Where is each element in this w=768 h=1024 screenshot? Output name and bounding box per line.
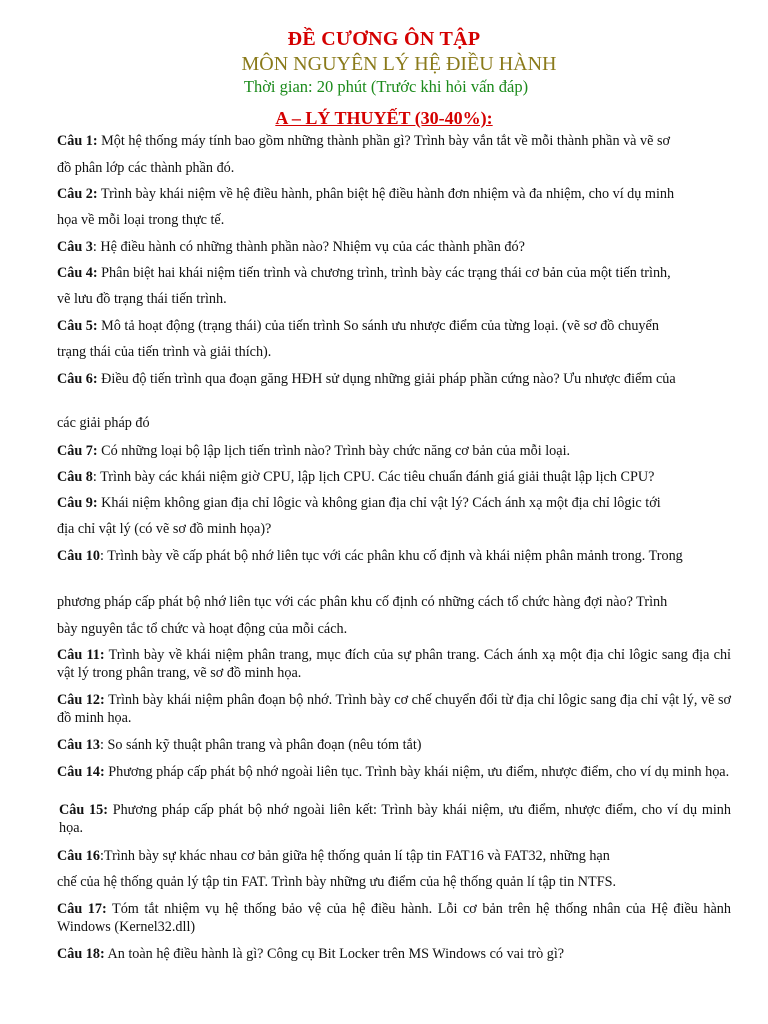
- course-subtitle: MÔN NGUYÊN LÝ HỆ ĐIỀU HÀNH: [241, 53, 557, 75]
- question-text: An toàn hệ điều hành là gì? Công cụ Bit Locker trên MS Windows có vai trò gì?: [104, 946, 565, 962]
- question-text: Trình bày về khái niệm phân trang, mục đích của sự phân trang. Cách ánh xạ một địa chỉ lôgic sang địa chỉ vật lý trong phân trang, vẽ sơ đồ minh họa.: [57, 647, 732, 681]
- question-6: [57, 370, 731, 388]
- question-text: Tóm tắt nhiệm vụ hệ thống bảo vệ của hệ điều hành. Lỗi cơ bản trên hệ thống nhân của Hệ điều hành Windows (Kernel32.dll): [57, 901, 731, 935]
- question-text: Phân biệt hai khái niệm tiến trình và chương trình, trình bày các trạng thái cơ bản của một tiến trình,: [97, 265, 671, 281]
- question-16: [57, 847, 731, 865]
- question-label: Câu 14:: [57, 764, 105, 780]
- question-7: [57, 442, 731, 460]
- question-text: Trình bày khái niệm phân đoạn bộ nhớ. Trình bày cơ chế chuyển đổi từ địa chỉ lôgic sang địa chỉ vật lý, vẽ sơ đồ minh họa.: [57, 692, 731, 726]
- question-continuation: phương pháp cấp phát bộ nhớ liên tục với các phân khu cố định có những cách tổ chức hàng đợi nào? Trình: [57, 594, 668, 610]
- question-label: Câu 16: [57, 848, 100, 864]
- question-8: [57, 468, 731, 486]
- section-heading: A – LÝ THUYẾT (30-40%):: [275, 108, 493, 128]
- question-label: Câu 2:: [57, 186, 98, 202]
- document-title: ĐỀ CƯƠNG ÔN TẬP: [287, 28, 481, 50]
- question-17: [57, 900, 731, 936]
- question-text: Phương pháp cấp phát bộ nhớ ngoài liên kết: Trình bày khái niệm, ưu điểm, nhược điểm, cho ví dụ minh họa.: [59, 802, 731, 836]
- question-text: Điều độ tiến trình qua đoạn găng HĐH sử dụng những giải pháp phần cứng nào? Ưu nhược điểm của: [97, 371, 676, 387]
- question-label: Câu 3: [57, 239, 93, 255]
- question-10: [57, 547, 731, 565]
- question-text: Trình bày khái niệm về hệ điều hành, phân biệt hệ điều hành đơn nhiệm và đa nhiệm, cho ví dụ minh: [97, 186, 675, 202]
- question-text: : Trình bày về cấp phát bộ nhớ liên tục với các phân khu cố định và khái niệm phân mảnh trong. Trong: [99, 548, 683, 564]
- question-5: [57, 317, 731, 335]
- question-text: Có những loại bộ lập lịch tiến trình nào? Trình bày chức năng cơ bản của mỗi loại.: [97, 443, 571, 459]
- question-label: Câu 18:: [57, 946, 105, 962]
- exam-time: Thời gian: 20 phút (Trước khi hỏi vấn đáp): [243, 77, 529, 96]
- question-text: : Hệ điều hành có những thành phần nào? Nhiệm vụ của các thành phần đó?: [92, 239, 525, 255]
- question-15: [59, 801, 731, 837]
- question-continuation: các giải pháp đó: [57, 415, 150, 431]
- question-continuation: chế của hệ thống quản lý tập tin FAT. Trình bày những ưu điểm của hệ thống quản lí tập tin NTFS.: [57, 874, 617, 890]
- question-label: Câu 8: [57, 469, 93, 485]
- question-continuation: trạng thái của tiến trình và giải thích).: [57, 344, 272, 360]
- question-label: Câu 11:: [57, 647, 105, 663]
- question-label: Câu 7:: [57, 443, 98, 459]
- question-label: Câu 4:: [57, 265, 98, 281]
- question-text: Mô tả hoạt động (trạng thái) của tiến trình So sánh ưu nhược điểm của từng loại. (vẽ sơ đồ chuyển: [97, 318, 659, 334]
- question-label: Câu 17:: [57, 901, 107, 917]
- question-13: [57, 736, 731, 754]
- question-label: Câu 15:: [59, 802, 108, 818]
- question-18: [57, 945, 731, 963]
- question-4: [57, 264, 731, 282]
- question-text: :Trình bày sự khác nhau cơ bản giữa hệ thống quản lí tập tin FAT16 và FAT32, những hạn: [99, 848, 610, 864]
- question-text: Một hệ thống máy tính bao gồm những thành phần gì? Trình bày vắn tắt về mỗi thành phần và vẽ sơ: [97, 133, 670, 149]
- question-label: Câu 9:: [57, 495, 98, 511]
- question-label: Câu 1:: [57, 133, 98, 149]
- question-text: Phương pháp cấp phát bộ nhớ ngoài liên tục. Trình bày khái niệm, ưu điểm, nhược điểm, cho ví dụ minh họa.: [104, 764, 730, 780]
- question-label: Câu 5:: [57, 318, 98, 334]
- question-label: Câu 6:: [57, 371, 98, 387]
- question-label: Câu 12:: [57, 692, 105, 708]
- question-continuation: địa chỉ vật lý (có vẽ sơ đồ minh họa)?: [57, 521, 272, 537]
- question-14: [57, 763, 731, 781]
- question-11: [57, 646, 731, 682]
- question-label: Câu 10: [57, 548, 100, 564]
- question-1: [57, 132, 731, 150]
- question-continuation: bày nguyên tắc tổ chức và hoạt động của mỗi cách.: [57, 621, 348, 637]
- question-label: Câu 13: [57, 737, 100, 753]
- question-3: [57, 238, 731, 256]
- question-continuation: vẽ lưu đồ trạng thái tiến trình.: [57, 291, 227, 307]
- question-text: : So sánh kỹ thuật phân trang và phân đoạn (nêu tóm tắt): [99, 737, 422, 753]
- question-12: [57, 691, 731, 727]
- question-continuation: họa về mỗi loại trong thực tế.: [57, 212, 225, 228]
- question-text: Khái niệm không gian địa chỉ lôgic và không gian địa chỉ vật lý? Cách ánh xạ một địa chỉ lôgic tới: [97, 495, 661, 511]
- question-continuation: đồ phân lớp các thành phần đó.: [57, 160, 235, 176]
- question-9: [57, 494, 731, 512]
- question-text: : Trình bày các khái niệm giờ CPU, lập lịch CPU. Các tiêu chuẩn đánh giá giải thuật lập lịch CPU?: [92, 469, 655, 485]
- question-2: [57, 185, 731, 203]
